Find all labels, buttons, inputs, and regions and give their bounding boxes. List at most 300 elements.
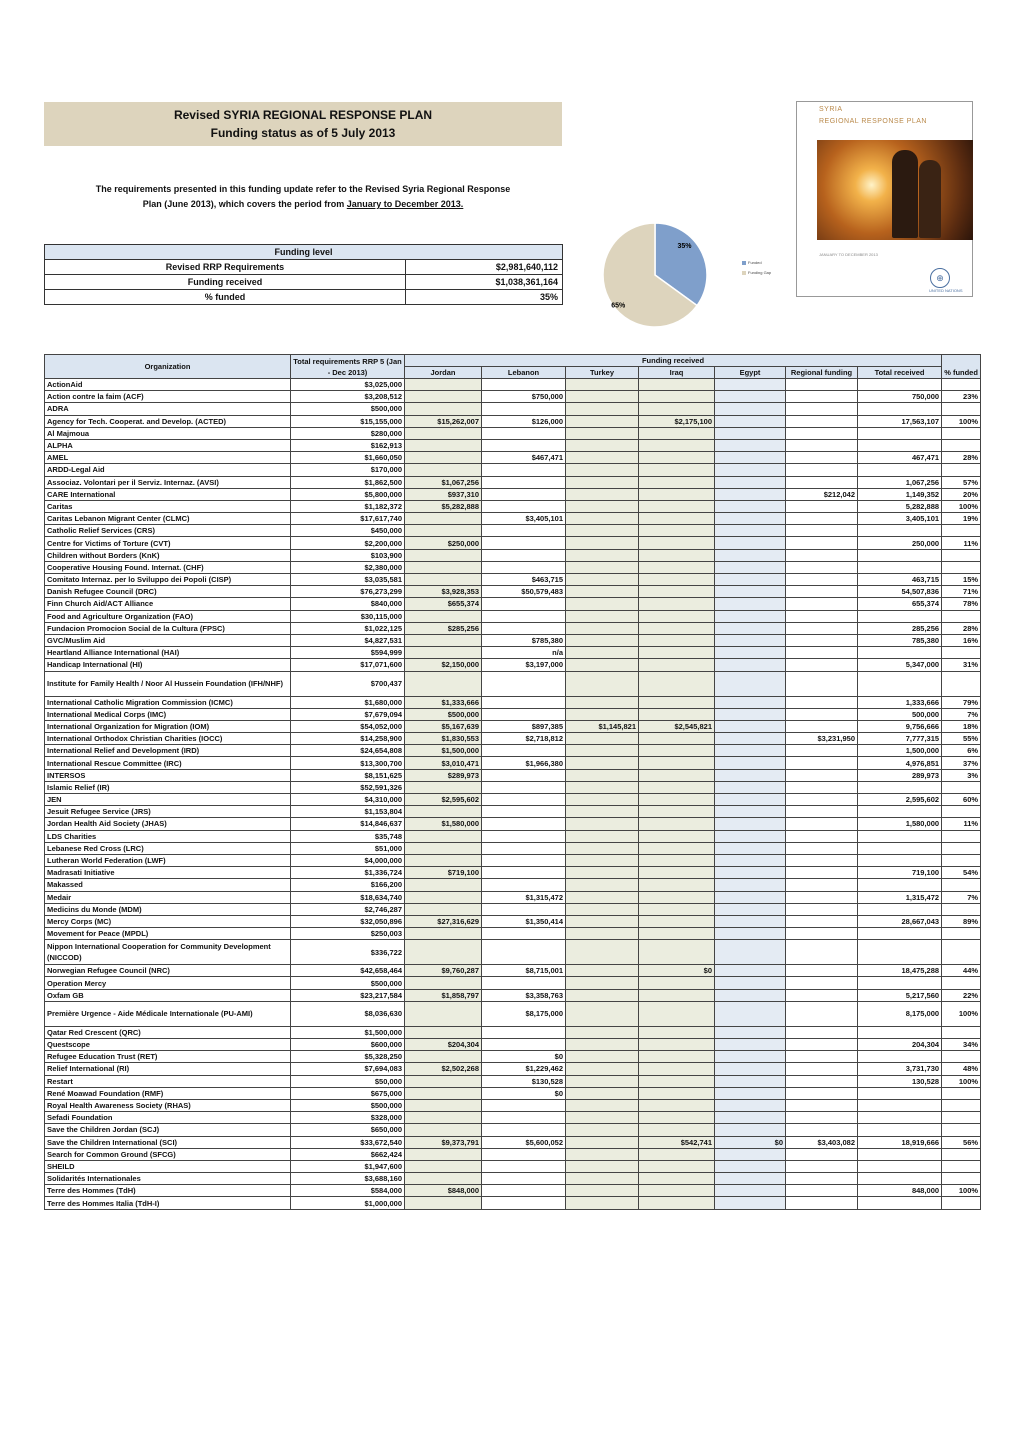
cell-turkey [566, 891, 639, 903]
cell-pct-funded [942, 427, 981, 439]
cell-pct-funded: 3% [942, 769, 981, 781]
cell-egypt [715, 915, 786, 927]
cell-egypt [715, 806, 786, 818]
table-row [45, 1173, 981, 1185]
un-logo-icon: ⊕ [930, 268, 950, 288]
cell-regional [786, 1075, 858, 1087]
cell-iraq [639, 464, 715, 476]
cell-organization: Terre des Hommes Italia (TdH-I) [45, 1197, 291, 1209]
cell-organization: Heartland Alliance International (HAI) [45, 647, 291, 659]
cell-pct-funded: 11% [942, 537, 981, 549]
intro-line-1: The requirements presented in this funding update refer to the Revised Syria Regional Response [95, 184, 511, 194]
cover-photo-figure [892, 150, 918, 238]
cell-turkey [566, 500, 639, 512]
cell-organization: Save the Children International (SCI) [45, 1136, 291, 1148]
cell-requirements: $3,025,000 [291, 379, 405, 391]
cell-requirements: $4,310,000 [291, 794, 405, 806]
cell-jordan [405, 842, 482, 854]
cell-jordan [405, 781, 482, 793]
cell-egypt [715, 1112, 786, 1124]
cell-pct-funded [942, 977, 981, 989]
cell-regional: $3,403,082 [786, 1136, 858, 1148]
cell-lebanon [482, 464, 566, 476]
cell-pct-funded [942, 647, 981, 659]
cell-iraq [639, 879, 715, 891]
cell-turkey [566, 574, 639, 586]
table-row [45, 574, 981, 586]
cell-organization: Save the Children Jordan (SCJ) [45, 1124, 291, 1136]
cell-organization: Royal Health Awareness Society (RHAS) [45, 1099, 291, 1111]
cell-egypt [715, 1039, 786, 1051]
cell-jordan [405, 977, 482, 989]
cell-requirements: $3,208,512 [291, 391, 405, 403]
cell-organization: Food and Agriculture Organization (FAO) [45, 610, 291, 622]
cell-jordan: $2,502,268 [405, 1063, 482, 1075]
cell-lebanon [482, 537, 566, 549]
cell-total-received: 3,405,101 [858, 513, 942, 525]
cell-pct-funded: 22% [942, 989, 981, 1001]
cell-organization: Oxfam GB [45, 989, 291, 1001]
legend-item-gap [742, 268, 771, 278]
cell-organization: Operation Mercy [45, 977, 291, 989]
cell-requirements: $700,437 [291, 671, 405, 696]
cell-lebanon: $897,385 [482, 720, 566, 732]
cell-requirements: $54,052,000 [291, 720, 405, 732]
cell-lebanon: $126,000 [482, 415, 566, 427]
report-cover-thumbnail [796, 101, 973, 297]
cell-requirements: $166,200 [291, 879, 405, 891]
cell-regional [786, 1051, 858, 1063]
table-row [45, 696, 981, 708]
cell-requirements: $650,000 [291, 1124, 405, 1136]
cell-lebanon [482, 1026, 566, 1038]
cell-organization: Handicap International (HI) [45, 659, 291, 671]
cell-turkey [566, 391, 639, 403]
cell-iraq [639, 928, 715, 940]
table-row [45, 781, 981, 793]
table-row [45, 903, 981, 915]
cell-egypt [715, 989, 786, 1001]
cell-regional [786, 1099, 858, 1111]
cell-regional [786, 464, 858, 476]
cell-lebanon: $1,315,472 [482, 891, 566, 903]
cell-requirements: $14,258,900 [291, 733, 405, 745]
cell-total-received [858, 940, 942, 965]
cell-regional [786, 1173, 858, 1185]
cell-egypt [715, 598, 786, 610]
cell-egypt [715, 891, 786, 903]
cell-egypt [715, 733, 786, 745]
cell-turkey [566, 1026, 639, 1038]
cell-regional [786, 476, 858, 488]
cell-turkey [566, 1136, 639, 1148]
table-body [45, 379, 981, 1210]
cell-organization: Qatar Red Crescent (QRC) [45, 1026, 291, 1038]
cell-lebanon [482, 769, 566, 781]
cell-egypt [715, 1197, 786, 1209]
cell-regional [786, 1148, 858, 1160]
cell-jordan [405, 928, 482, 940]
legend-item-funded [742, 258, 771, 268]
cell-egypt [715, 1051, 786, 1063]
cell-total-received [858, 549, 942, 561]
cell-lebanon [482, 1099, 566, 1111]
table-row [45, 830, 981, 842]
cell-requirements: $3,035,581 [291, 574, 405, 586]
cell-turkey [566, 1001, 639, 1026]
cell-egypt [715, 696, 786, 708]
cell-organization: Associaz. Volontari per il Serviz. Internaz. (AVSI) [45, 476, 291, 488]
cell-requirements: $50,000 [291, 1075, 405, 1087]
cell-organization: Catholic Relief Services (CRS) [45, 525, 291, 537]
cell-requirements: $162,913 [291, 439, 405, 451]
cell-jordan: $27,316,629 [405, 915, 482, 927]
cell-total-received: 2,595,602 [858, 794, 942, 806]
cell-total-received: 4,976,851 [858, 757, 942, 769]
cell-jordan: $285,256 [405, 622, 482, 634]
cell-regional [786, 561, 858, 573]
cell-organization: Al Majmoua [45, 427, 291, 439]
cell-lebanon [482, 867, 566, 879]
cell-lebanon [482, 561, 566, 573]
cell-organization: Islamic Relief (IR) [45, 781, 291, 793]
table-row [45, 549, 981, 561]
cell-egypt [715, 391, 786, 403]
cell-total-received: 719,100 [858, 867, 942, 879]
col-header-jordan: Jordan [405, 367, 482, 379]
cell-lebanon [482, 427, 566, 439]
legend-label-funded: Funded [748, 260, 762, 265]
cell-total-received [858, 879, 942, 891]
cell-requirements: $5,800,000 [291, 488, 405, 500]
cell-pct-funded [942, 1124, 981, 1136]
table-row [45, 634, 981, 646]
table-row [45, 842, 981, 854]
cover-title-2: REGIONAL RESPONSE PLAN [819, 118, 927, 125]
cell-pct-funded: 18% [942, 720, 981, 732]
cell-regional [786, 708, 858, 720]
cell-total-received [858, 806, 942, 818]
cell-turkey [566, 464, 639, 476]
cell-total-received: 5,347,000 [858, 659, 942, 671]
cell-pct-funded [942, 879, 981, 891]
cell-regional [786, 928, 858, 940]
cell-lebanon: $1,966,380 [482, 757, 566, 769]
cell-turkey [566, 794, 639, 806]
cell-lebanon [482, 854, 566, 866]
table-row [45, 977, 981, 989]
table-row [45, 610, 981, 622]
cell-pct-funded [942, 1026, 981, 1038]
cell-egypt [715, 1099, 786, 1111]
cell-turkey [566, 1039, 639, 1051]
cell-lebanon [482, 928, 566, 940]
cell-egypt [715, 549, 786, 561]
cell-turkey [566, 549, 639, 561]
cell-jordan [405, 1075, 482, 1087]
cell-organization: Sefadi Foundation [45, 1112, 291, 1124]
cell-iraq [639, 488, 715, 500]
table-row [45, 879, 981, 891]
cell-turkey [566, 427, 639, 439]
cell-total-received: 204,304 [858, 1039, 942, 1051]
cell-pct-funded [942, 1148, 981, 1160]
cell-turkey [566, 830, 639, 842]
cell-jordan [405, 427, 482, 439]
cell-jordan [405, 525, 482, 537]
cell-iraq [639, 1197, 715, 1209]
cell-pct-funded [942, 1099, 981, 1111]
cell-turkey [566, 379, 639, 391]
cell-turkey [566, 1087, 639, 1099]
cell-organization: Danish Refugee Council (DRC) [45, 586, 291, 598]
cell-turkey [566, 696, 639, 708]
cell-pct-funded [942, 610, 981, 622]
cell-jordan [405, 1197, 482, 1209]
cell-pct-funded: 15% [942, 574, 981, 586]
legend-swatch-gap [742, 271, 746, 275]
col-header-turkey: Turkey [566, 367, 639, 379]
cell-egypt [715, 500, 786, 512]
table-row [45, 476, 981, 488]
cell-pct-funded [942, 781, 981, 793]
cell-egypt [715, 745, 786, 757]
cell-pct-funded [942, 1160, 981, 1172]
table-row [45, 806, 981, 818]
cell-regional [786, 879, 858, 891]
table-row [45, 561, 981, 573]
cell-lebanon [482, 610, 566, 622]
cell-turkey [566, 561, 639, 573]
cell-pct-funded: 100% [942, 415, 981, 427]
col-header-regional: Regional funding [786, 367, 858, 379]
cell-iraq [639, 1099, 715, 1111]
cell-turkey [566, 598, 639, 610]
cell-turkey [566, 757, 639, 769]
cell-regional [786, 525, 858, 537]
cover-photo-figure [919, 160, 941, 238]
cell-jordan: $2,595,602 [405, 794, 482, 806]
cell-requirements: $170,000 [291, 464, 405, 476]
cell-jordan: $1,067,256 [405, 476, 482, 488]
cell-turkey [566, 977, 639, 989]
cell-organization: International Relief and Development (IRD) [45, 745, 291, 757]
cell-organization: International Medical Corps (IMC) [45, 708, 291, 720]
cell-turkey [566, 671, 639, 696]
cell-total-received: 1,149,352 [858, 488, 942, 500]
cell-jordan [405, 879, 482, 891]
cell-regional [786, 1124, 858, 1136]
cell-pct-funded [942, 439, 981, 451]
cell-egypt [715, 622, 786, 634]
cell-regional [786, 915, 858, 927]
cell-requirements: $7,694,083 [291, 1063, 405, 1075]
cell-regional: $3,231,950 [786, 733, 858, 745]
cell-egypt [715, 940, 786, 965]
cell-turkey [566, 928, 639, 940]
cell-lebanon: $8,175,000 [482, 1001, 566, 1026]
cell-organization: Restart [45, 1075, 291, 1087]
cell-egypt [715, 1063, 786, 1075]
cell-iraq [639, 842, 715, 854]
cell-lebanon [482, 439, 566, 451]
cell-regional [786, 415, 858, 427]
cell-turkey [566, 452, 639, 464]
title-line-1: Revised SYRIA REGIONAL RESPONSE PLAN [173, 108, 433, 122]
table-row [45, 965, 981, 977]
cell-egypt [715, 452, 786, 464]
cell-requirements: $5,328,250 [291, 1051, 405, 1063]
cell-turkey [566, 647, 639, 659]
cell-pct-funded: 55% [942, 733, 981, 745]
cell-jordan [405, 464, 482, 476]
cell-turkey [566, 1124, 639, 1136]
table-row [45, 720, 981, 732]
cell-lebanon [482, 488, 566, 500]
cell-turkey [566, 989, 639, 1001]
cell-total-received [858, 1148, 942, 1160]
cell-requirements: $600,000 [291, 1039, 405, 1051]
funding-level-label: Funding received [45, 275, 406, 290]
cell-pct-funded: 78% [942, 598, 981, 610]
cell-jordan [405, 379, 482, 391]
cell-turkey [566, 1063, 639, 1075]
cell-lebanon [482, 818, 566, 830]
cell-regional [786, 696, 858, 708]
cell-egypt [715, 830, 786, 842]
table-row [45, 500, 981, 512]
cell-egypt [715, 879, 786, 891]
cell-jordan: $9,373,791 [405, 1136, 482, 1148]
table-row [45, 415, 981, 427]
table-row [45, 513, 981, 525]
cell-turkey [566, 586, 639, 598]
cell-iraq [639, 903, 715, 915]
cell-egypt [715, 671, 786, 696]
cell-pct-funded: 31% [942, 659, 981, 671]
cell-iraq [639, 915, 715, 927]
cell-iraq [639, 1051, 715, 1063]
cell-iraq [639, 1124, 715, 1136]
cell-total-received [858, 1173, 942, 1185]
cell-egypt [715, 1160, 786, 1172]
table-row [45, 439, 981, 451]
cell-organization: ARDD-Legal Aid [45, 464, 291, 476]
cell-regional [786, 634, 858, 646]
cell-regional [786, 854, 858, 866]
cell-total-received: 7,777,315 [858, 733, 942, 745]
cell-jordan [405, 1099, 482, 1111]
cell-egypt [715, 379, 786, 391]
cell-organization: Finn Church Aid/ACT Alliance [45, 598, 291, 610]
cell-total-received: 750,000 [858, 391, 942, 403]
cell-requirements: $500,000 [291, 977, 405, 989]
cell-organization: ALPHA [45, 439, 291, 451]
cell-organization: International Organization for Migration (IOM) [45, 720, 291, 732]
cell-regional [786, 867, 858, 879]
cell-regional [786, 379, 858, 391]
cell-jordan: $1,858,797 [405, 989, 482, 1001]
cell-total-received [858, 1051, 942, 1063]
cell-jordan [405, 1160, 482, 1172]
cell-jordan [405, 403, 482, 415]
cell-total-received [858, 1099, 942, 1111]
cell-requirements: $840,000 [291, 598, 405, 610]
cell-jordan: $3,928,353 [405, 586, 482, 598]
cell-jordan [405, 1087, 482, 1099]
cell-iraq [639, 977, 715, 989]
cell-regional [786, 891, 858, 903]
cell-total-received: 17,563,107 [858, 415, 942, 427]
table-row [45, 1099, 981, 1111]
cell-requirements: $500,000 [291, 1099, 405, 1111]
cell-organization: LDS Charities [45, 830, 291, 842]
cell-turkey [566, 854, 639, 866]
cell-total-received [858, 439, 942, 451]
cell-pct-funded: 23% [942, 391, 981, 403]
col-header-total-received: Total received [858, 367, 942, 379]
cell-regional [786, 842, 858, 854]
cell-lebanon [482, 830, 566, 842]
cell-lebanon: $8,715,001 [482, 965, 566, 977]
funding-level-row [45, 275, 563, 290]
cell-pct-funded [942, 1112, 981, 1124]
cell-organization: Search for Common Ground (SFCG) [45, 1148, 291, 1160]
cell-turkey [566, 879, 639, 891]
cell-jordan [405, 891, 482, 903]
cell-requirements: $15,155,000 [291, 415, 405, 427]
legend-swatch-funded [742, 261, 746, 265]
table-row [45, 854, 981, 866]
table-row [45, 391, 981, 403]
cell-total-received: 1,067,256 [858, 476, 942, 488]
cell-requirements: $33,672,540 [291, 1136, 405, 1148]
cell-requirements: $24,654,808 [291, 745, 405, 757]
cell-requirements: $1,680,000 [291, 696, 405, 708]
cell-pct-funded [942, 525, 981, 537]
cell-total-received: 8,175,000 [858, 1001, 942, 1026]
cell-turkey [566, 1197, 639, 1209]
table-row [45, 1087, 981, 1099]
cell-regional [786, 1197, 858, 1209]
funding-level-row [45, 290, 563, 305]
cell-jordan: $204,304 [405, 1039, 482, 1051]
cell-total-received [858, 1197, 942, 1209]
cell-regional [786, 757, 858, 769]
cell-pct-funded: 19% [942, 513, 981, 525]
table-row [45, 1112, 981, 1124]
cell-regional [786, 671, 858, 696]
cell-lebanon: $3,358,763 [482, 989, 566, 1001]
cell-organization: Relief International (RI) [45, 1063, 291, 1075]
cell-pct-funded: 44% [942, 965, 981, 977]
table-row [45, 1148, 981, 1160]
cell-total-received [858, 379, 942, 391]
cell-total-received: 54,507,836 [858, 586, 942, 598]
funding-level-label: Revised RRP Requirements [45, 260, 406, 275]
cell-regional [786, 574, 858, 586]
table-row [45, 757, 981, 769]
report-title [44, 102, 562, 146]
cell-iraq [639, 1039, 715, 1051]
cell-iraq [639, 806, 715, 818]
cell-iraq [639, 757, 715, 769]
table-row [45, 867, 981, 879]
cell-pct-funded: 34% [942, 1039, 981, 1051]
cell-lebanon [482, 1124, 566, 1136]
cell-iraq: $542,741 [639, 1136, 715, 1148]
cell-total-received: 18,475,288 [858, 965, 942, 977]
